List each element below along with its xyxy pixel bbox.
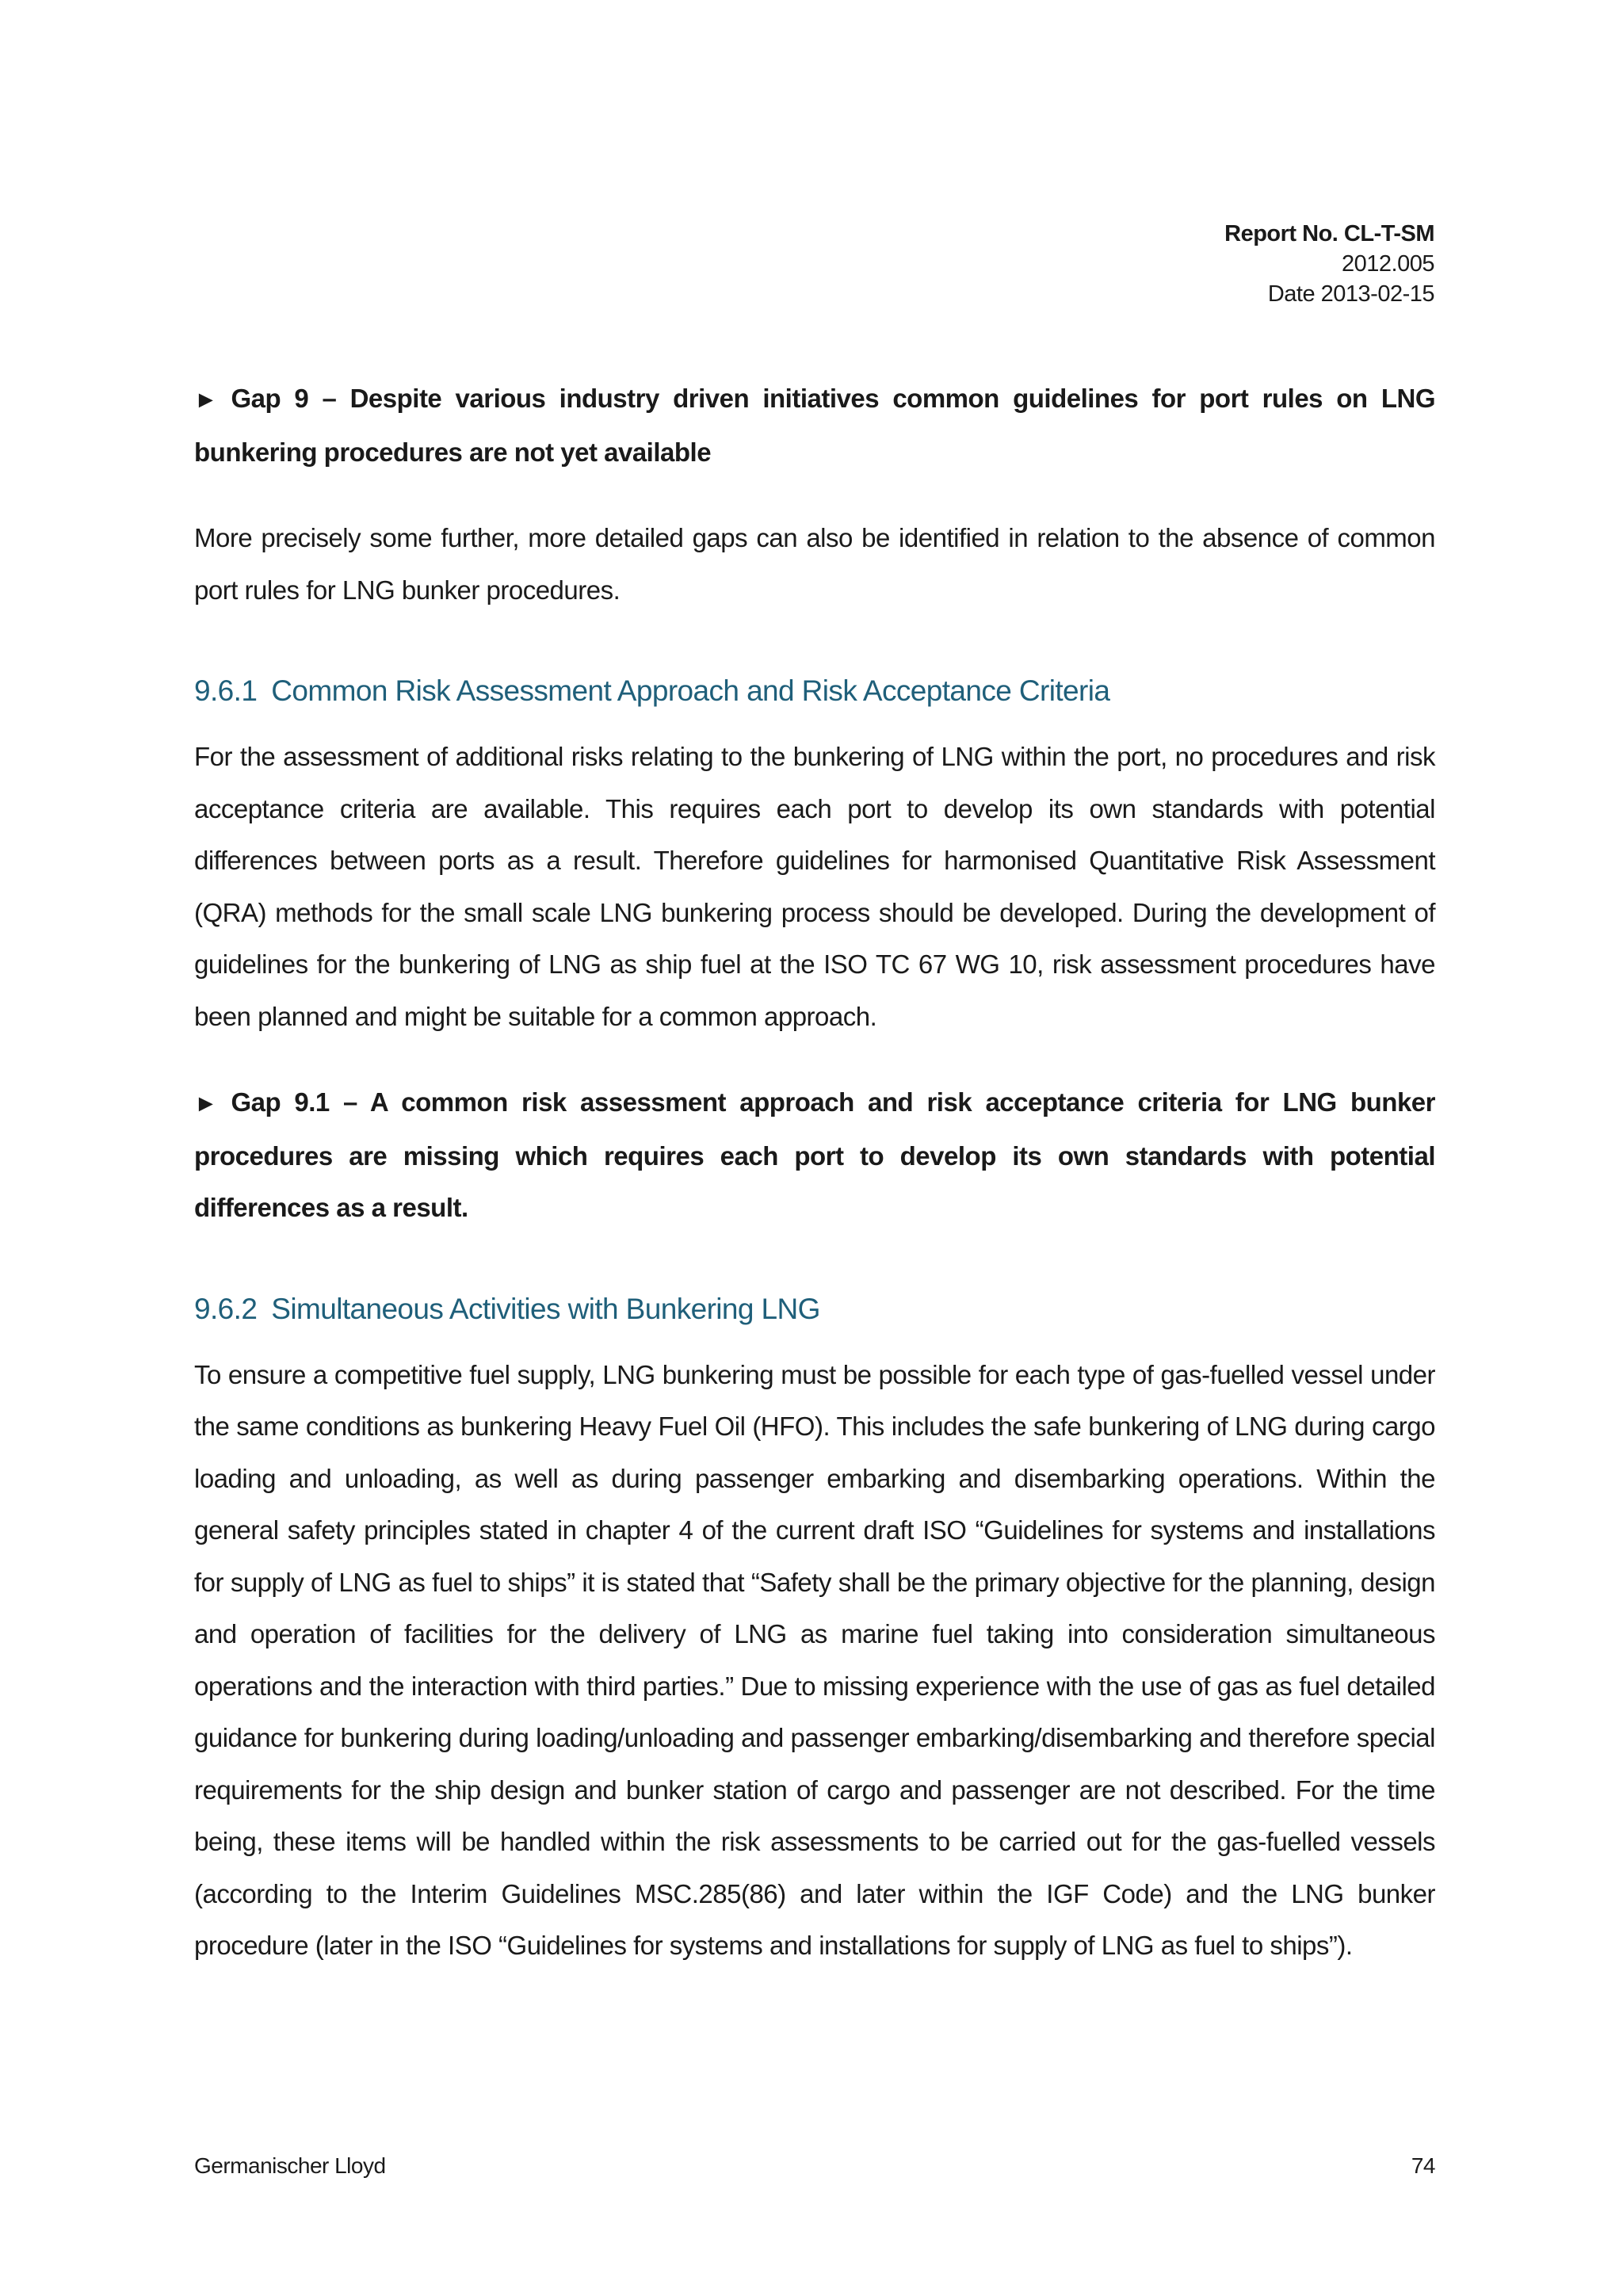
report-number: 2012.005 xyxy=(1342,251,1434,277)
triangle-right-icon: ► xyxy=(194,1091,218,1117)
gap-9-text: Gap 9 – Despite various industry driven initiatives common guidelines for port rules on LNG bunkering procedures are not yet available xyxy=(194,384,1435,467)
report-label: Report No. CL-T-SM xyxy=(1224,221,1434,246)
page-footer xyxy=(194,2153,1435,2179)
section-number: 9.6.2 xyxy=(194,1292,258,1325)
gap-9-1-statement xyxy=(194,1076,1435,1234)
section-heading-962 xyxy=(194,1289,1435,1329)
page-content xyxy=(194,372,1435,1972)
section-number: 9.6.1 xyxy=(194,674,258,707)
triangle-right-icon: ► xyxy=(194,387,218,413)
intro-paragraph: More precisely some further, more detailed gaps can also be identified in relation to the absence of common port rules for LNG bunker procedures. xyxy=(194,523,1435,605)
section-heading-961 xyxy=(194,671,1435,711)
section-title: Common Risk Assessment Approach and Risk Acceptance Criteria xyxy=(271,674,1110,707)
section-962-paragraph: To ensure a competitive fuel supply, LNG bunkering must be possible for each type of gas-fuelled vessel under the same conditions as bunkering Heavy Fuel Oil (HFO). This includes the safe bunkering of LNG during cargo loading and unloading, as well as during passenger embarking and disembarking operations. Within the general safety principles stated in chapter 4 of the current draft ISO “Guidelines for systems and installations for supply of LNG as fuel to ships” it is stated that “Safety shall be the primary objective for the planning, design and operation of facilities for the delivery of LNG as marine fuel taking into consideration simultaneous operations and the interaction with third parties.” Due to missing experience with the use of gas as fuel detailed guidance for bunkering during loading/unloading and passenger embarking/disembarking and therefore special requirements for the ship design and bunker station of cargo and passenger are not described. For the time being, these items will be handled within the risk assessments to be carried out for the gas-fuelled vessels (according to the Interim Guidelines MSC.285(86) and later within the IGF Code) and the LNG bunker procedure (later in the ISO “Guidelines for systems and installations for supply of LNG as fuel to ships”). xyxy=(194,1359,1435,1960)
report-header xyxy=(1224,219,1434,309)
section-title: Simultaneous Activities with Bunkering LNG xyxy=(271,1292,820,1325)
page-number: 74 xyxy=(1411,2153,1435,2178)
footer-organization: Germanischer Lloyd xyxy=(194,2153,386,2178)
gap-9-statement xyxy=(194,372,1435,478)
section-961-paragraph: For the assessment of additional risks relating to the bunkering of LNG within the port, no procedures and risk acceptance criteria are available. This requires each port to develop its own standards with potential differences between ports as a result. Therefore guidelines for harmonised Quantitative Risk Assessment (QRA) methods for the small scale LNG bunkering process should be developed. During the development of guidelines for the bunkering of LNG as ship fuel at the ISO TC 67 WG 10, risk assessment procedures have been planned and might be suitable for a common approach. xyxy=(194,742,1435,1031)
report-date: Date 2013-02-15 xyxy=(1267,281,1434,307)
gap-9-1-text: Gap 9.1 – A common risk assessment approach and risk acceptance criteria for LNG bunker procedures are missing which requires each port to develop its own standards with potential differences as a result. xyxy=(194,1087,1435,1222)
